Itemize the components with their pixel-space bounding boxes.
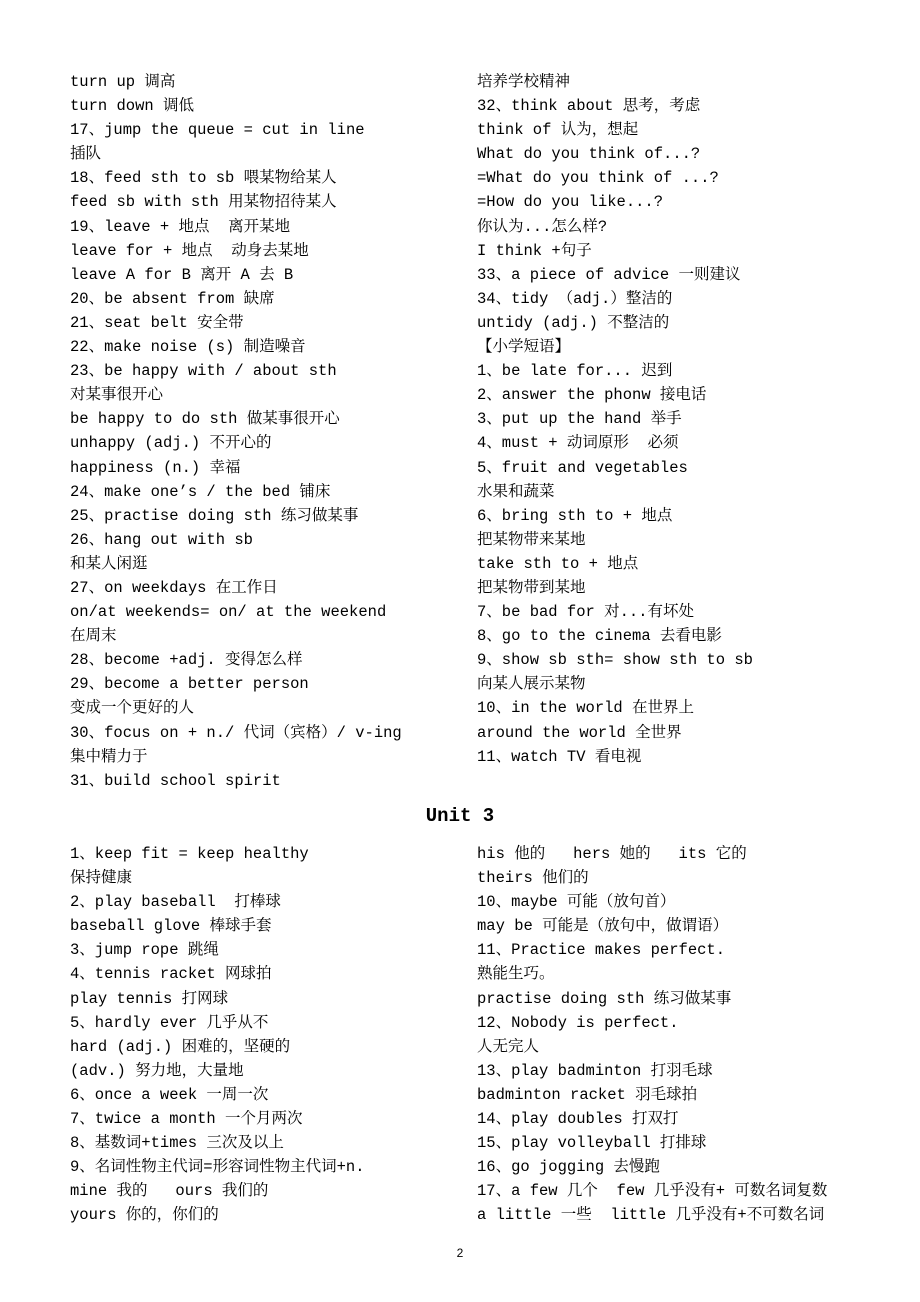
phrase-line: 31、build school spirit [70,771,281,790]
phrase-line: 把某物带到某地 [477,578,586,597]
phrase-line: 培养学校精神 [477,73,571,91]
phrase-line: 保持健康 [70,869,133,888]
phrase-line: 11、watch TV 看电视 [477,747,642,766]
phrase-line: 4、must + 动词原形 必须 [477,434,679,453]
phrase-line: badminton racket 羽毛球拍 [477,1085,698,1104]
phrase-line: 集中精力于 [70,747,148,766]
phrase-line: 人无完人 [477,1037,540,1056]
phrase-line: practise doing sth 练习做某事 [477,989,732,1008]
phrase-line: =What do you think of ...? [477,169,719,188]
phrase-line: 13、play badminton 打羽毛球 [477,1061,713,1080]
phrase-line: 7、be bad for 对...有坏处 [477,603,695,622]
phrase-line: 对某事很开心 [70,386,164,405]
phrase-line: 11、Practice makes perfect. [477,941,726,960]
phrase-line: 21、seat belt 安全带 [70,313,244,332]
phrase-line: 2、play baseball 打棒球 [70,893,281,912]
phrase-line: 你认为...怎么样? [477,217,608,236]
page-number: 2 [456,1246,464,1260]
phrase-line: 20、be absent from 缺席 [70,289,275,308]
phrase-line: 14、play doubles 打双打 [477,1110,679,1129]
phrase-line: 18、feed sth to sb 喂某物给某人 [70,169,337,188]
phrase-line: his 他的 hers 她的 its 它的 [477,845,747,863]
phrase-line: 34、tidy （adj.）整洁的 [477,289,673,308]
phrase-line: on/at weekends= on/ at the weekend [70,603,387,622]
unit-heading: Unit 3 [425,805,495,827]
phrase-line: 28、become +adj. 变得怎么样 [70,651,303,670]
phrase-line: 29、become a better person [70,675,309,694]
phrase-line: 3、put up the hand 举手 [477,410,682,429]
phrase-line: What do you think of...? [477,145,701,164]
phrase-line: think of 认为，想起 [477,121,639,140]
phrase-line: baseball glove 棒球手套 [70,917,272,936]
phrase-line: (adv.) 努力地，大量地 [70,1061,244,1080]
phrase-line: =How do you like...? [477,193,664,212]
phrase-line: 9、show sb sth= show sth to sb [477,651,753,670]
phrase-line: 4、tennis racket 网球拍 [70,965,272,984]
phrase-line: leave for + 地点 动身去某地 [70,241,309,260]
phrase-line: may be 可能是（放句中，做谓语） [477,917,729,936]
phrase-line: 17、jump the queue = cut in line [70,121,365,140]
phrase-line: leave A for B 离开 A 去 B [70,265,294,284]
phrase-line: be happy to do sth 做某事很开心 [70,410,340,429]
phrase-line: mine 我的 ours 我们的 [70,1182,269,1201]
phrase-line: 12、Nobody is perfect. [477,1013,679,1032]
phrase-line: 和某人闲逛 [70,554,148,573]
phrase-line: 30、focus on + n./ 代词（宾格）/ v-ing [70,723,402,742]
phrase-line: 向某人展示某物 [477,675,586,694]
bottom-left-column [70,842,365,1228]
phrase-line: 1、be late for... 迟到 [477,362,673,381]
top-right-column [477,70,753,769]
phrase-line: 19、leave + 地点 离开某地 [70,217,291,236]
phrase-line: 插队 [70,145,102,164]
phrase-line: theirs 他们的 [477,869,589,888]
phrase-line: 17、a few 几个 few 几乎没有+ 可数名词复数 [477,1182,828,1201]
phrase-line: 32、think about 思考，考虑 [477,97,701,116]
phrase-line: 3、jump rope 跳绳 [70,941,219,960]
phrase-line: 9、名词性物主代词=形容词性物主代词+n. [70,1158,365,1177]
top-left-column [70,70,402,793]
phrase-line: happiness (n.) 幸福 [70,458,241,477]
phrase-line: hard (adj.) 困难的，坚硬的 [70,1037,291,1056]
phrase-line: 2、answer the phonw 接电话 [477,386,707,405]
phrase-line: 7、twice a month 一个月两次 [70,1110,303,1129]
phrase-line: 1、keep fit = keep healthy [70,845,309,863]
phrase-line: a little 一些 little 几乎没有+不可数名词 [477,1206,825,1225]
phrase-line: 33、a piece of advice 一则建议 [477,265,741,284]
phrase-line: 23、be happy with / about sth [70,362,337,381]
phrase-line: 25、practise doing sth 练习做某事 [70,506,359,525]
phrase-line: 变成一个更好的人 [70,699,195,718]
phrase-line: 16、go jogging 去慢跑 [477,1158,660,1177]
phrase-line: turn up 调高 [70,73,176,91]
phrase-line: unhappy (adj.) 不开心的 [70,434,272,453]
phrase-line: play tennis 打网球 [70,989,229,1008]
phrase-line: I think +句子 [477,241,592,260]
phrase-line: 把某物带来某地 [477,530,586,549]
phrase-line: 24、make one’s / the bed 铺床 [70,482,331,501]
phrase-line: 22、make noise (s) 制造噪音 [70,338,306,357]
phrase-line: yours 你的，你们的 [70,1206,219,1225]
phrase-line: take sth to + 地点 [477,554,639,573]
phrase-line: turn down 调低 [70,97,195,116]
phrase-line: 6、bring sth to + 地点 [477,506,673,525]
phrase-line: 27、on weekdays 在工作日 [70,578,278,597]
phrase-line: 10、in the world 在世界上 [477,699,695,718]
phrase-line: 6、once a week 一周一次 [70,1085,269,1104]
phrase-line: 【小学短语】 [477,338,571,357]
phrase-line: feed sb with sth 用某物招待某人 [70,193,337,212]
bottom-right-column [477,842,827,1228]
phrase-line: 在周末 [70,627,117,646]
phrase-line: untidy (adj.) 不整洁的 [477,313,670,332]
phrase-line: 26、hang out with sb [70,530,253,549]
phrase-line: 15、play volleyball 打排球 [477,1134,707,1153]
phrase-line: around the world 全世界 [477,723,682,742]
phrase-line: 熟能生巧。 [477,965,555,984]
phrase-line: 8、基数词+times 三次及以上 [70,1134,284,1153]
phrase-line: 8、go to the cinema 去看电影 [477,627,722,646]
phrase-line: 5、fruit and vegetables [477,458,688,477]
phrase-line: 水果和蔬菜 [477,482,555,501]
phrase-line: 5、hardly ever 几乎从不 [70,1013,269,1032]
phrase-line: 10、maybe 可能（放句首） [477,893,676,912]
